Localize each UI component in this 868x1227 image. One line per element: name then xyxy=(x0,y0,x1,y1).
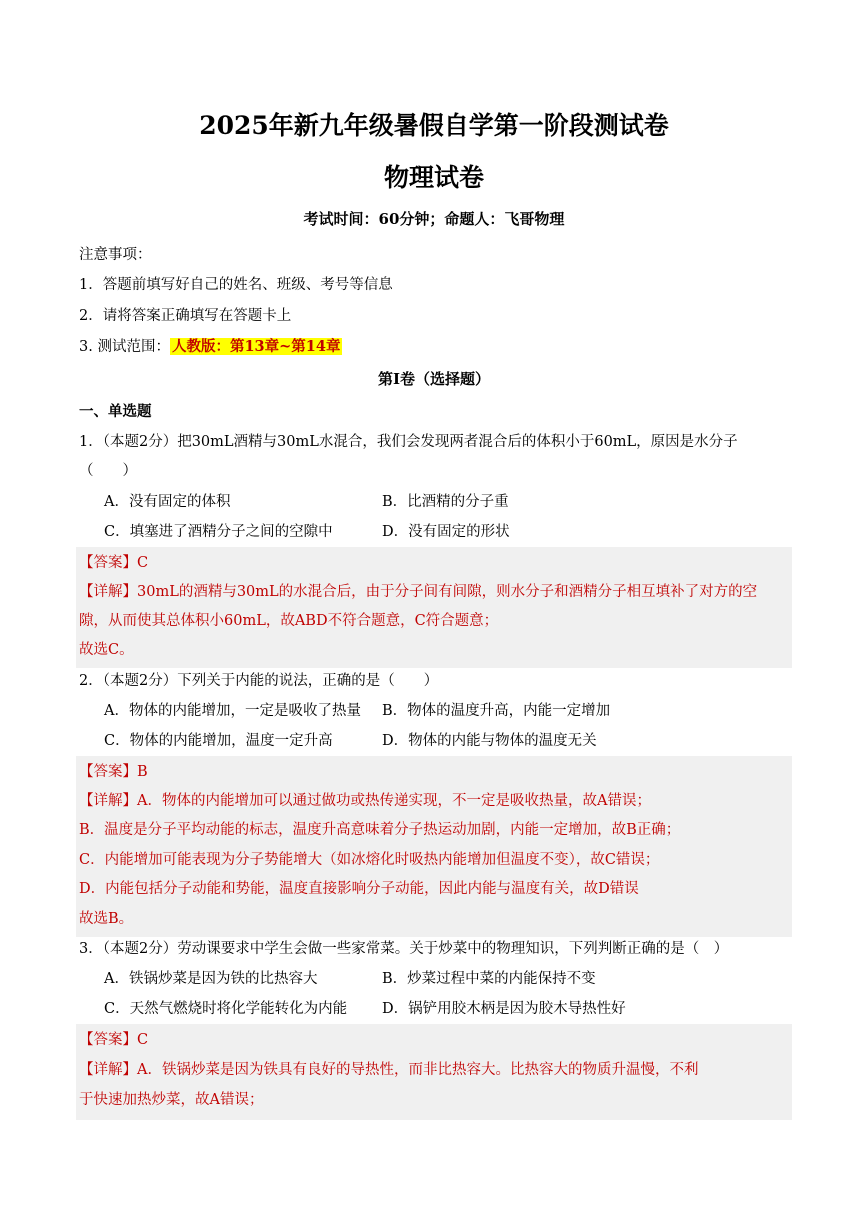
question-1-detail-line: 故选C。 xyxy=(79,642,134,658)
question-1-option-d: D．没有固定的形状 xyxy=(382,524,510,540)
part-title: 一、单选题 xyxy=(79,403,152,420)
note-item-2: 2．请将答案正确填写在答题卡上 xyxy=(79,308,292,324)
question-1-answer: 【答案】C xyxy=(79,555,149,571)
question-3-option-a: A．铁锅炒菜是因为铁的比热容大 xyxy=(104,971,318,987)
subject-title: 物理试卷 xyxy=(383,163,484,192)
question-1-option-a: A．没有固定的体积 xyxy=(104,494,231,510)
exam-info: 考试时间：60分钟；命题人：飞哥物理 xyxy=(303,210,565,228)
question-2-answer-block xyxy=(76,756,792,937)
note-item-3-prefix: 3. 测试范围： xyxy=(79,339,170,355)
question-3-detail-line: 于快速加热炒菜，故A错误； xyxy=(79,1092,264,1108)
question-2-detail-line: 故选B。 xyxy=(79,911,134,927)
test-range-highlight: 人教版：第13章~第14章 xyxy=(171,338,341,355)
question-1-detail-line: 【详解】30mL的酒精与30mL的水混合后，由于分子间有间隙，则水分子和酒精分子相互填补了对方的空 xyxy=(79,584,758,600)
question-3-stem: 3．（本题2分）劳动课要求中学生会做一些家常菜。关于炒菜中的物理知识，下列判断正确的是（ ） xyxy=(79,941,729,957)
question-1-stem: 1．（本题2分）把30mL酒精与30mL水混合，我们会发现两者混合后的体积小于60mL，原因是水分子 xyxy=(79,434,738,450)
notes-heading: 注意事项： xyxy=(79,247,152,263)
exam-title: 2025年新九年级暑假自学第一阶段测试卷 xyxy=(199,111,669,140)
question-3-answer-block xyxy=(76,1024,792,1120)
question-2-option-b: B．物体的温度升高，内能一定增加 xyxy=(382,703,611,719)
question-2-detail-line: C．内能增加可能表现为分子势能增大（如冰熔化时吸热内能增加但温度不变），故C错误； xyxy=(79,852,660,868)
question-2-answer: 【答案】B xyxy=(79,764,148,780)
question-1-answer-block xyxy=(76,547,792,668)
question-1-option-c: C．填塞进了酒精分子之间的空隙中 xyxy=(104,524,333,540)
question-2-detail-line: 【详解】A．物体的内能增加可以通过做功或热传递实现，不一定是吸收热量，故A错误； xyxy=(79,793,651,809)
question-3-option-b: B．炒菜过程中菜的内能保持不变 xyxy=(382,971,596,987)
question-2-stem: 2．（本题2分）下列关于内能的说法，正确的是（ ） xyxy=(79,673,439,689)
section-title: 第Ⅰ卷（选择题） xyxy=(377,370,491,388)
question-1-option-b: B．比酒精的分子重 xyxy=(382,494,509,510)
question-2-detail-line: D．内能包括分子动能和势能，温度直接影响分子动能，因此内能与温度有关，故D错误 xyxy=(79,881,639,897)
question-2-option-d: D．物体的内能与物体的温度无关 xyxy=(382,733,597,749)
question-2-detail-line: B．温度是分子平均动能的标志，温度升高意味着分子热运动加剧，内能一定增加，故B正确； xyxy=(79,822,681,838)
question-2-option-a: A．物体的内能增加，一定是吸收了热量 xyxy=(104,703,361,719)
question-3-option-c: C．天然气燃烧时将化学能转化为内能 xyxy=(104,1001,348,1017)
question-3-answer: 【答案】C xyxy=(79,1032,149,1048)
note-item-3 xyxy=(79,335,342,356)
question-1-stem-bracket: （ ） xyxy=(79,463,137,479)
question-3-option-d: D．锅铲用胶木柄是因为胶木导热性好 xyxy=(382,1001,626,1017)
note-item-1: 1．答题前填写好自己的姓名、班级、考号等信息 xyxy=(79,277,393,293)
question-3-detail-line: 【详解】A．铁锅炒菜是因为铁具有良好的导热性，而非比热容大。比热容大的物质升温慢，不利 xyxy=(79,1062,699,1078)
question-2-option-c: C．物体的内能增加，温度一定升高 xyxy=(104,733,333,749)
question-1-detail-line: 隙，从而使其总体积小60mL，故ABD不符合题意，C符合题意； xyxy=(79,613,499,629)
